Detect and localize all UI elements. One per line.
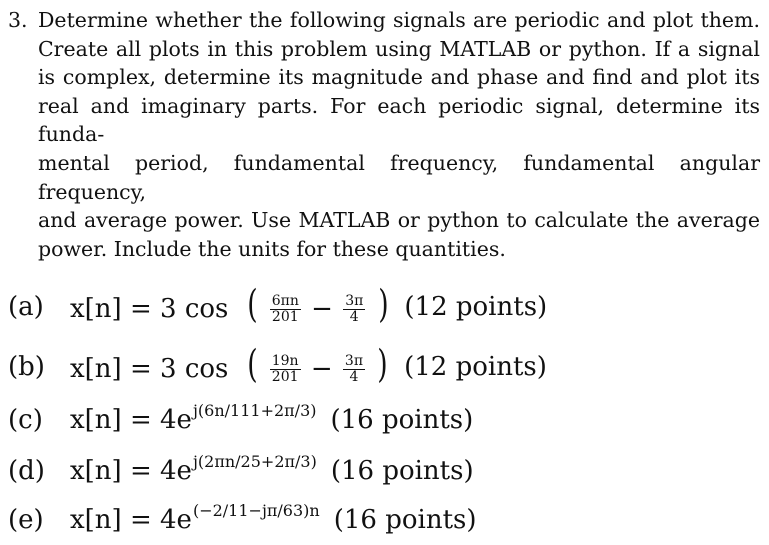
fraction-denominator: 201 xyxy=(271,309,299,326)
fraction-1 xyxy=(270,294,301,325)
equation-lhs: x[n] = 3 cos xyxy=(70,293,229,324)
subproblem-label: (e) xyxy=(8,505,44,535)
fraction-numerator: 6πn xyxy=(271,293,299,310)
problem-number: 3. xyxy=(8,8,28,32)
subproblem-label: (b) xyxy=(8,352,45,382)
exponent: j(6n/111+2π/3) xyxy=(192,401,317,420)
left-paren: ( xyxy=(246,281,258,326)
problem-statement xyxy=(8,6,760,263)
equation xyxy=(70,341,390,386)
exponent: (−2/11−jπ/63)n xyxy=(192,501,320,520)
equation xyxy=(70,281,390,326)
problem-line-6: and average power. Use MATLAB or python to calculate the average xyxy=(38,208,760,233)
subproblem-label: (c) xyxy=(8,405,43,435)
equation-lhs: x[n] = 4e xyxy=(70,456,192,486)
fraction-2 xyxy=(343,294,365,325)
subproblem-label: (a) xyxy=(8,292,44,322)
right-paren: ) xyxy=(377,281,389,326)
subproblem-label: (d) xyxy=(8,456,45,486)
fraction-denominator: 201 xyxy=(271,369,299,386)
points-value: (16 points) xyxy=(333,505,477,535)
fraction-denominator: 4 xyxy=(349,369,359,386)
problem-line-2: Create all plots in this problem using MATLAB or python. If a signal xyxy=(38,36,760,61)
exponent: j(2πn/25+2π/3) xyxy=(192,452,317,471)
fraction-numerator: 3π xyxy=(345,293,364,310)
points-value: (12 points) xyxy=(404,292,548,322)
problem-line-7: power. Include the units for these quantities. xyxy=(38,236,506,261)
equation-lhs: x[n] = 4e xyxy=(70,505,192,535)
problem-paragraph xyxy=(8,6,760,263)
problem-line-5: mental period, fundamental frequency, fundamental angular frequency, xyxy=(38,150,760,204)
subproblem-d xyxy=(8,446,474,496)
subproblem-c xyxy=(8,395,473,445)
equation xyxy=(70,452,317,486)
equation xyxy=(70,501,320,535)
fraction-2 xyxy=(343,354,365,385)
points-value: (16 points) xyxy=(330,405,474,435)
fraction-numerator: 19n xyxy=(271,353,299,370)
left-paren: ( xyxy=(246,341,258,386)
subproblem-e xyxy=(8,495,477,545)
equation xyxy=(70,401,317,435)
fraction-numerator: 3π xyxy=(344,353,364,370)
fraction-denominator: 4 xyxy=(349,309,359,326)
problem-line-3: is complex, determine its magnitude and phase and find and plot its xyxy=(38,65,760,90)
minus-sign: − xyxy=(310,353,333,384)
subproblem-a xyxy=(8,282,547,332)
points-value: (12 points) xyxy=(404,352,547,382)
problem-line-4: real and imaginary parts. For each periodic signal, determine its funda- xyxy=(38,93,760,147)
problem-line-text: Determine whether the following signals are periodic and plot them. xyxy=(38,8,760,32)
minus-sign: − xyxy=(311,293,333,324)
equation-lhs: x[n] = 3 cos xyxy=(70,353,229,384)
right-paren: ) xyxy=(377,341,388,386)
subproblem-b xyxy=(8,342,547,392)
equation-lhs: x[n] = 4e xyxy=(70,405,192,435)
fraction-1 xyxy=(270,354,301,385)
problem-line-1 xyxy=(8,6,760,35)
points-value: (16 points) xyxy=(330,456,474,486)
